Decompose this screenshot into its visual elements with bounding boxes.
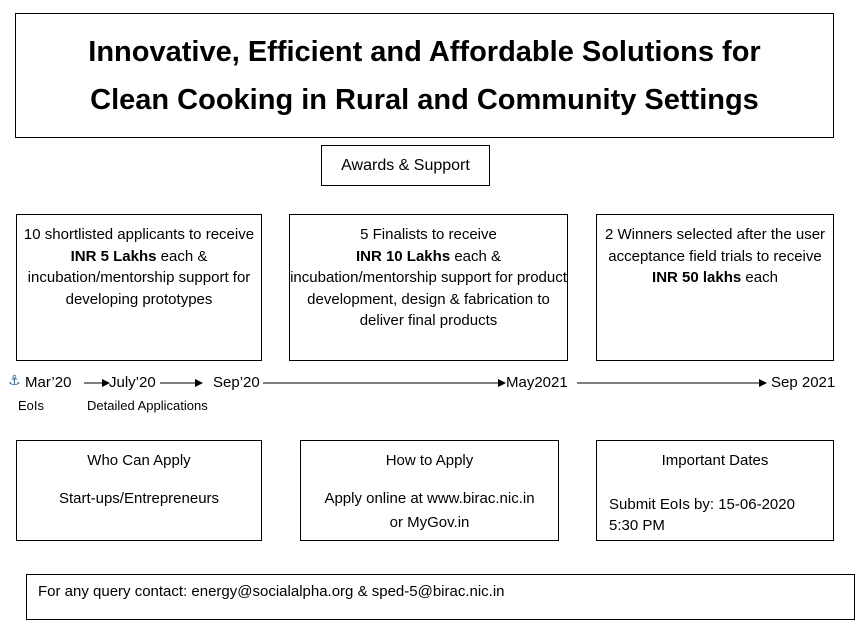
timeline-sublabel-eois: EoIs [18, 398, 45, 413]
important-dates-line-2: 5:30 PM [609, 517, 665, 534]
title-line-1: Innovative, Efficient and Affordable Solutions for [88, 35, 761, 68]
stage-finalists-amount: INR 10 Lakhs [355, 247, 451, 265]
who-can-apply-heading: Who Can Apply [87, 452, 191, 469]
timeline-point-sep2021: Sep 2021 [771, 374, 836, 391]
how-to-apply-line-2: or MyGov.in [389, 514, 470, 531]
important-dates-body [597, 494, 833, 536]
timeline-point-mar20: Mar’20 [25, 374, 72, 391]
stage-winners-amount: INR 50 lakhs [652, 269, 742, 286]
timeline-sublabel-detailed: Detailed Applications [87, 398, 208, 413]
how-to-apply-line-1: Apply online at www.birac.nic.in [324, 490, 535, 507]
stage-winners-text-rest: each [741, 269, 778, 286]
how-to-apply-box [300, 440, 559, 541]
title-line-2: Clean Cooking in Rural and Community Settings [90, 83, 759, 116]
important-dates-heading: Important Dates [661, 452, 769, 469]
stage-shortlist-text: 10 shortlisted applicants to receive [23, 226, 255, 243]
stage-finalists-text-rest: each & incubation/mentorship support for product development, design & fabrication to deliver final products [290, 247, 567, 329]
who-can-apply-body: Start-ups/Entrepreneurs [58, 490, 220, 507]
stage-shortlist-text-rest: each & incubation/mentorship support for developing prototypes [27, 247, 251, 308]
anchor-icon: ⚓ [8, 372, 21, 388]
how-to-apply-heading: How to Apply [385, 452, 474, 469]
how-to-apply-body [301, 487, 558, 535]
stage-shortlist-amount: INR 5 Lakhs [70, 247, 157, 265]
who-can-apply-box [16, 440, 262, 541]
timeline-point-july20: July’20 [109, 374, 156, 391]
important-dates-line-1: Submit EoIs by: 15-06-2020 [609, 496, 795, 513]
stage-winners-text: 2 Winners selected after the user acceptance field trials to receive [604, 226, 826, 265]
timeline-point-may2021: May2021 [506, 374, 568, 391]
timeline-point-sep20: Sep’20 [213, 374, 260, 391]
contact-box [26, 574, 855, 620]
stage-finalists-text: 5 Finalists to receive [360, 226, 497, 243]
awards-support-label: Awards & Support [321, 145, 490, 186]
important-dates-box [596, 440, 834, 541]
contact-text: For any query contact: energy@socialalpha.org & sped-5@birac.nic.in [38, 583, 505, 600]
